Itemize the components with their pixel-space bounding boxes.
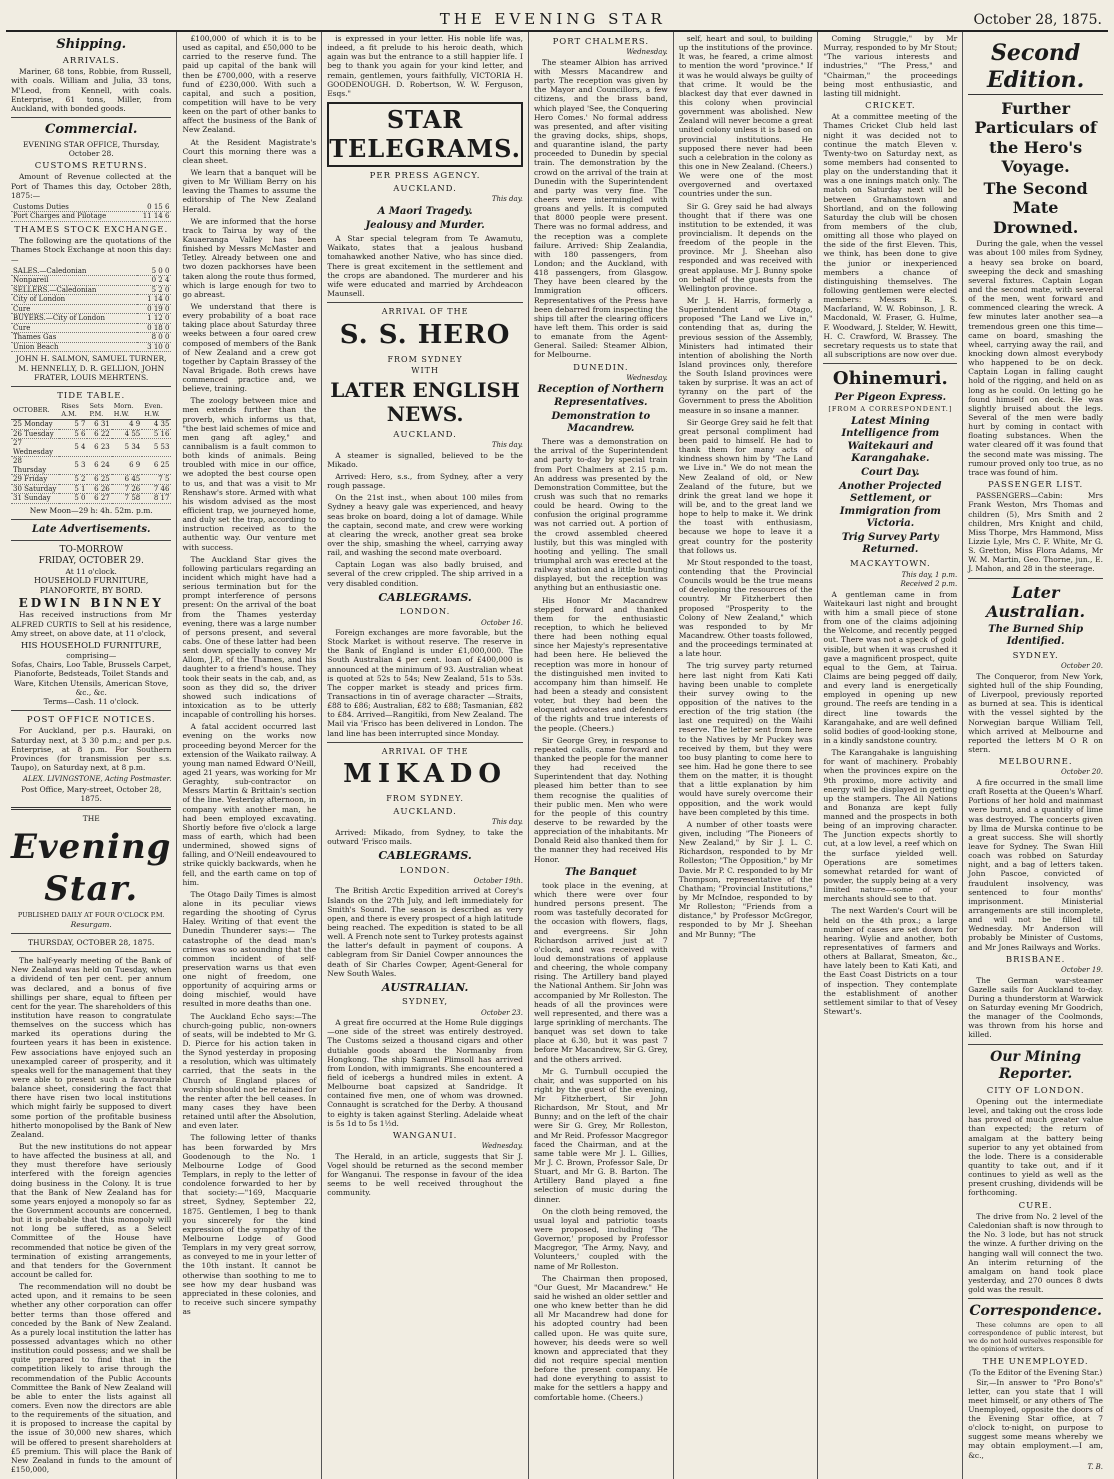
shipping-heading: Shipping.	[56, 37, 127, 52]
correspondence-heading: Correspondence.	[969, 1303, 1102, 1320]
po-text: For Auckland, per p.s. Hauraki, on Saturday next, at 3 30 p.m.; and per p.s. Enterprise, at 8 p.m. For Southern Provinces (for transmission per s.s. Taupo), on Saturday next, at 8 p.m.	[11, 726, 172, 772]
mining-intel-heading: Latest Mining Intelligence from Waitekauri and Karangahake.	[841, 416, 940, 464]
column-3: is expressed in your letter. His noble life was, indeed, a fit prelude to his heroic death, which again was but the entrance to a still happier life. I beg to thank you again for your kind letter, and remain, gentlemen, yours faithfully, VICTORIA H. GOODENOUGH. D. Robertson, W. W. Ferguson, Esqs." STAR TELEGRAMS. PER PRESS AGENCY. AUCKLAND. This day. A Maori Tragedy. Jealousy and Murder. A Star special telegram from Te Awamutu, Waikato, states that a jealous husband tomahawked another Native, who has since died. There is great excitement in the settlement and the crops are abandoned. The murderer and his wife were educated and married by Archdeacon Maunsell. ARRIVAL OF THE S. S. HERO FROM SYDNEY WITH LATER ENGLISH NEWS. AUCKLAND. This day. A steamer is signalled, believed to be the Mikado. Arrived: Hero, s.s., from Sydney, after a very rough passage. On the 21st inst., when about 100 miles from Sydney a heavy gale was experienced, and heavy seas broke on board, doing a lot of damage. While the captain, second mate, and crew were working at clearing the wreck, another great sea broke over the ship, smashing the wheel, carrying away rail, and washing the second mate overboard. Captain Logan was also badly bruised, and several of the crew crippled. The ship arrived in a very disabled condition. CABLEGRAMS. LONDON. October 16. Foreign exchanges are more favorable, but the Stock Market is without reserve. The reserve in the Bank of England is under £1,000,000. The South Australian 4 per cent. loan of £400,000 is announced at the minimum of 93. Australian wheat is quoted at 52s to 54s; New Zealand, 51s to 53s. The copper market is steady and prices firm. Transactions in tin of average character —Straits, £88 to £86; Australian, £82 to £88; Tasmanian, £82 to £84. Arrived—Rangitiki, from New Zealand. The Mail via 'Frisco has been delivered in London. The land line has been interrupted since Monday. ARRIVAL OF THE MIKADO FROM SYDNEY. AUCKLAND. This day. Arrived: Mikado, from Sydney, to take the outward 'Frisco mails. CABLEGRAMS. LONDON. October 19th. The British Arctic Expedition arrived at Corey's Islands on the 27th July, and left immediately for Smith's Sound. The season is described as very open, and there is every prospect of a high latitude being reached. The expedition is stated to be all well. A French note sent to Turkey protests against the latter's default in payment of coupons. A cablegram from Sir Daniel Cowper announces the death of Sir Charles Cowper, Agent-General for New South Wales. AUSTRALIAN. SYDNEY, October 23. A great fire occurred at the Home Rule diggings—one side of the street was entirely destroyed. The Customs seized a thousand cigars and other dutiable goods aboard the Normanby from Hongkong. The ship Samuel Plimsoll has arrived from London, with immigrants. She encountered a field of icebergs a hundred miles in extent. A Melbourne boat capsized at Sandridge. It contained five men, one of whom was drowned. Connaught is scratched for the Derby. A thousand to eighty is taken against Sterling. Adelaide wheat is 5s 1d to 5s 1½d. WANGANUI. Wednesday. The Herald, in an article, suggests that Sir J. Vogel should be returned as the second member for Wanganui. The response in favour of the idea seems to be well received throughout the community.	[322, 32, 529, 1479]
arrivals-text: Mariner, 68 tons, Robbie, from Russell, with coals. William and Julia, 33 tons, M'Leod, from Kennell, with coals. Enterprise, 61 tons, Miller, from Auckland, with bonded goods.	[11, 67, 172, 113]
news-paragraph: During the gale, when the vessel was about 100 miles from Sydney, a heavy sea broke on board, sweeping the deck and smashing several fixtures. Captain Logan and the second mate, with several of the men, went forward and commenced clearing the wreck. A few minutes later another sea—a tremendous green one this time—came on board, smashing the wheel, carrying away the rail, and knocking down almost everybody who happened to be on deck. Captain Logan in falling caught hold of the rigging, and held on as long as he could. On letting go he found himself on deck. He was slightly bruised about the legs. Several of the men were badly hurt by coming in contact with floating substances. When the water cleared off it was found that the second mate was missing. The rumour proved only too true, as no trace was found of him.	[968, 239, 1103, 477]
news-paragraph: Mr Stout responded to the toast, contending that the Provincial Councils would be the true means of developing the resources of the country. Mr Fitzherbert then proposed "Prosperity to the Colony of New Zealand," which was responded to by Mr Macandrew. Other toasts followed, and the proceedings terminated at a late hour.	[678, 557, 813, 659]
table-row: Customs Duties 0 15 6	[13, 202, 170, 211]
news-paragraph: Sir George Grey, in response to repeated calls, came forward and thanked the people for the manner they had received the Superintendent that day. Nothing pleased him better than to see them recognise the qualities of their public men. Men who were for the people of this country deserve to be rewarded by the appreciation of the inhabitants. Mr Donald Reid also thanked them for the manner they had received His Honor.	[533, 735, 668, 864]
news-paragraph: A gentleman came in from Waitekauri last night and brought with him a small piece of stone from one of the claims adjoining the Welcome, and recently pegged out. There was not a speck of gold visible, but when it was crushed it gave a magnificent prospect, quite equal to the Gem, at Tairua. Claims are being pegged off daily, and every land is energetically employed in opening up new ground. The reefs are tending in a direct line towards the Karangahake, and are well defined solid bodies of good-looking stone, in a kindly sandstone country.	[823, 589, 958, 745]
place-heading: AUCKLAND.	[393, 183, 457, 194]
demonstration-heading: Demonstration to Macandrew.	[551, 410, 651, 434]
news-paragraph: On the 21st inst., when about 100 miles from Sydney a heavy gale was experienced, and heavy seas broke on board, doing a lot of damage. While the captain, second mate, and crew were working at clearing the wreck, another great sea broke over the ship, smashing the wheel, carrying away rail, and washing the second mate overboard.	[327, 493, 523, 558]
table-row: SALES.—Caledonian 5 0 0	[13, 266, 170, 275]
settlement-heading: Another Projected Settlement, or Immigration from Victoria.	[839, 481, 942, 529]
table-row: 31 Sunday 5 0 6 27 7 58 8 17	[13, 494, 170, 503]
news-paragraph: Arrived: Mikado, from Sydney, to take the outward 'Frisco mails.	[327, 827, 523, 846]
news-paragraph: Foreign exchanges are more favorable, but the Stock Market is without reserve. The reserve in the Bank of England is under £1,000,000. The South Australian 4 per cent. loan of £400,000 is announced at the minimum of 93. Australian wheat is quoted at 52s to 54s; New Zealand, 51s to 53s. The copper market is steady and prices firm. Transactions in tin of average character —Straits, £88 to £86; Australian, £82 to £88; Tasmanian, £82 to £84. Arrived—Rangitiki, from New Zealand. The Mail via 'Frisco has been delivered in London. The land line has been interrupted since Monday.	[327, 628, 523, 738]
furniture-heading: HOUSEHOLD FURNITURE, PIANOFORTE, BY BORD.	[34, 576, 149, 596]
news-paragraph: A great fire occurred at the Home Rule diggings—one side of the street was entirely destroyed. The Customs seized a thousand cigars and other dutiable goods aboard the Normanby from Hongkong. The ship Samuel Plimsoll has arrived from London, with immigrants. She encountered a field of icebergs a hundred miles in extent. A Melbourne boat capsized at Sandridge. It contained five men, one of whom was drowned. Connaught is scratched for the Derby. A thousand to eighty is taken against Sterling. Adelaide wheat is 5s 1d to 5s 1½d.	[327, 1018, 523, 1128]
news-paragraph: The Auckland Echo says:—The church-going public, non-owners of seats, will be indebted to Mr G. D. Pierce for his action taken in the Synod yesterday in proposing a resolution, which was ultimately carried, that the seats in the Church of England places of worship should not be retained for the renter after the bell ceases. In many cases they have been retained until after the Absolution, and even later.	[182, 1011, 317, 1131]
news-paragraph: A steamer is signalled, believed to be the Mikado.	[327, 450, 523, 469]
news-paragraph: The drive from No. 2 level of the Caledonian shaft is now through to the No. 3 lode, but has not struck the winze. A further driving on the hanging wall will connect the two. An interim returning of the amalgam on hand took place yesterday, and 270 ounces 8 dwts gold was the result.	[968, 1211, 1103, 1295]
news-paragraph: £100,000 of which it is to be used as capital, and £50,000 to be carried to the reserve fund. The paid up capital of the bank will then be £700,000, with a reserve fund of £230,000. With such a capital, and such a position, competition will have to be very keen on the part of other banks to affect the business of the Bank of New Zealand.	[182, 34, 317, 135]
news-paragraph: On the cloth being removed, the usual loyal and patriotic toasts were proposed, including 'The Governor,' proposed by Professor Macgregor, 'The Army, Navy, and Volunteers,' coupled with the name of Mr Rolleston.	[533, 1206, 668, 1271]
passenger-heading: PASSENGER LIST.	[987, 479, 1084, 490]
table-row: 25 Monday 5 7 6 31 4 9 4 35	[13, 420, 170, 429]
australian-heading: AUSTRALIAN.	[381, 980, 469, 994]
news-paragraph: The Otago Daily Times is almost alone in its peculiar views regarding the shooting of Cyrus Haley. Writing of that event the Dunedin Thunderer says:— The catastrophe of the dead man's crimes was so astounding that the common incident of self-preservation warns us that even one night of freedom, one opportunity of acquiring arms or doing mischief, would have resulted in more deaths than one.	[182, 889, 317, 1009]
trig-heading: Trig Survey Party Returned.	[841, 531, 939, 556]
news-paragraph: Captain Logan was also badly bruised, and several of the crew crippled. The ship arrived in a very disabled condition.	[327, 560, 523, 588]
maori-tragedy-heading: A Maori Tragedy.	[377, 205, 473, 217]
news-paragraph: A fatal accident occurred last evening on the works now proceeding beyond Mercer for the extension of the Waikato railway. A young man named Edward O'Neill, aged 21 years, was working for Mr Geraghty, sub-contractor on Messrs Martin & Brittain's section of the line. Yesterday afternoon, in company with another man, he had been employed excavating. Shortly before five o'clock a large mass of earth, which had been undermined, showed signs of falling, and O'Neill endeavoured to strike quickly backwards, when he fell, and the earth came on top of him.	[182, 722, 317, 887]
court-day-heading: Court Day.	[861, 466, 920, 478]
issue-date: October 28, 1875.	[973, 12, 1102, 28]
banquet-heading: The Banquet	[564, 866, 637, 878]
po-heading: POST OFFICE NOTICES.	[26, 715, 156, 726]
his-furniture: HIS HOUSEHOLD FURNITURE,	[20, 640, 162, 651]
paper-title: THE EVENING STAR	[439, 10, 666, 28]
friday-label: FRIDAY, OCTOBER 29.	[38, 556, 144, 567]
table-row: Cure 0 19 0	[13, 304, 170, 313]
news-paragraph: At the Resident Magistrate's Court this morning there was a clean sheet.	[182, 137, 317, 165]
news-paragraph: The zoology between mice and men extends further than the proverb, which informs us that, "the best laid schemes of mice and men gang aft agley," and cannibalism is a fault common to both kinds of animals. Being troubled with mice in our office, we adopted the best course open to us, and that was a visit to Mr Renshaw's store. Armed with what his wisdom advised as the most efficient trap, we journeyed home, and duly set the trap, according to instruction received as to the authentic way. Our venture met with success.	[182, 396, 317, 552]
news-paragraph: Mr J. H. Harris, formerly a Superintendent of Otago, proposed "The Land we Live in," contending that as, during the previous session of the Assembly, Ministers had intimated their intention of abolishing the North Island provinces only, therefore the South Island provinces were taken by surprise. It was an act of tyranny on the part of the Government to press the Abolition measure in so insane a manner.	[678, 295, 813, 415]
news-paragraph: We learn that a banquet will be given to Mr William Berry on his leaving the Thames to assume the editorship of The New Zealand Herald.	[182, 167, 317, 214]
published-note: PUBLISHED DAILY AT FOUR O'CLOCK P.M.	[17, 910, 165, 919]
news-paragraph: Mr G. Turnbull occupied the chair, and was supported on his right by the guest of the evening, Mr Fitzherbert, Sir John Richardson, Mr Stout, and Mr Bunny; and on the left of the chair were Sir G. Grey, Mr Rolleston, and Mr Reid. Professor Macgregor faced the Chairman, and at the same table were Mr J. L. Gillies, Mr J. C. Brown, Professor Sale, Dr Stuart, and Mr G. B. Barton. The Artillery Band played a fine selection of music during the dinner.	[533, 1066, 668, 1204]
later-australian-heading: Later Australian.	[986, 582, 1086, 622]
news-paragraph: A Star special telegram from Te Awamutu, Waikato, states that a jealous husband tomahawked another Native, who has since died. There is great excitement in the settlement and the crops are abandoned. The murderer and his wife were educated and married by Archdeacon Maunsell.	[327, 234, 523, 298]
table-row: 30 Saturday 5 1 6 26 7 26 7 46	[13, 484, 170, 493]
news-paragraph: took place in the evening, at which there were over four hundred persons present. The room was tastefully decorated for the occasion with flowers, flags, and evergreens. Sir John Richardson arrived just at 7 o'clock, and was received with loud demonstrations of applause and cheering, the whole company rising. The Artillery band played the National Anthem. Sir John was accompanied by Mr Rolleston. The heads of all the provinces were well represented, and there was a large sprinkling of merchants. The banquet was set down to take place at 6.30, but it was past 7 before Mr Macandrew, Sir G. Grey, and the others arrived.	[533, 880, 668, 1064]
news-paragraph: The trig survey party returned here last night from Kati Kati having been unable to complete their survey owing to the opposition of the natives to the erection of the trig station (the last one required) on the Waihi reserve. The letter sent from here to the Natives by Mr Puckey was received by them, but they were too busy planting to come here to see him. Had he gone there to see them on the matter, it is thought that a little explanation by him would have surely overcome their opposition, and the work would have been completed by this time.	[678, 661, 813, 817]
column-5	[674, 32, 819, 1479]
auctioneer-name: EDWIN BINNEY	[18, 595, 164, 610]
news-paragraph: The Herald, in an article, suggests that Sir J. Vogel should be returned as the second member for Wanganui. The response in favour of the idea seems to be well received throughout the community.	[327, 1151, 523, 1198]
news-paragraph: There was a demonstration on the arrival of the Superintendent and party to-day by special train from Port Chalmers at 2.15 p.m. An address was presented by the Demonstration Committee, but the crush was such that no remarks could be heard. Owing to the confusion the original programme was not carried out. A portion of the crowd assembled cheered lustily, but this was mingled with hooting and yelling. The small triumphal arch was erected at the railway station and a little bunting displayed, but the reception was anything but an enthusiastic one.	[533, 437, 668, 593]
ohinemuri-heading: Ohinemuri.	[832, 368, 948, 390]
news-paragraph: Opening out the intermediate level, and taking out the cross lode has proved of much greater value than expected; the return of amalgam at the battery being superior to any yet obtained from the lode. There is a considerable quantity to take out, and if it continues to yield as well as the present crushing, dividends will be forthcoming.	[968, 1097, 1103, 1198]
table-row: 27 Wednesday 5 4 6 23 5 34 5 53	[13, 439, 170, 456]
column-4: PORT CHALMERS. Wednesday. The steamer Albion has arrived with Messrs Macandrew and party. The reception was given by the Mayor and Councillors, a few citizens, and the brass band, which played 'See, the Conquering Hero Comes.' No formal address was presented, and after visiting the graving docks, ships, shops, and quarantine island, the party proceeded to Dunedin by special train. The demonstration by the crowd on the arrival of the train at Dunedin with the Superintendent and party was very fine. The cheers were intermingled with groans and yells. It is computed that 8000 people were present. There was no formal address, and the reception was a complete failure. Arrived: Ship Zealandia, with 180 passengers, from London; and the Auckland, with 418 passengers, from Glasgow. They have been cleared by the Immigration officers. Representatives of the Press have been debarred from inspecting the ships till after the clearing officers have left them. This order is said to emanate from the Agent-General. Sailed: Steamer Albion, for Melbourne. DUNEDIN. Wednesday. Reception of Northern Representatives. Demonstration to Macandrew. There was a demonstration on the arrival of the Superintendent and party to-day by special train from Port Chalmers at 2.15 p.m. An address was presented by the Demonstration Committee, but the crush was such that no remarks could be heard. Owing to the confusion the original programme was not carried out. A portion of the crowd assembled cheered lustily, but this was mingled with hooting and yelling. The small triumphal arch was erected at the railway station and a little bunting displayed, but the reception was anything but an enthusiastic one. His Honor Mr Macandrew stepped forward and thanked them for the enthusiastic reception, to which he believed there had been nothing equal since her Majesty's representative had been here. He believed the reception was more in honour of the distinguished men invited to accompany him than himself. He had been a steady and consistent voter, but they had been the eloquent advocates and defenders of the rights and true interests of the people. (Cheers.) Sir George Grey, in response to repeated calls, came forward and thanked the people for the manner they had received the Superintendent that day. Nothing pleased him better than to see them recognise the qualities of their public men. Men who were for the people of this country deserve to be rewarded by the appreciation of the inhabitants. Mr Donald Reid also thanked them for the manner they had received His Honor. The Banquet took place in the evening, at which there were over four hundred persons present. The room was tastefully decorated for the occasion with flowers, flags, and evergreens. Sir John Richardson arrived just at 7 o'clock, and was received with loud demonstrations of applause and cheering, the whole company rising. The Artillery band played the National Anthem. Sir John was accompanied by Mr Rolleston. The heads of all the provinces were well represented, and there was a large sprinkling of merchants. The banquet was set down to take place at 6.30, but it was past 7 before Mr Macandrew, Sir G. Grey, and the others arrived. Mr G. Turnbull occupied the chair, and was supported on his right by the guest of the evening, Mr Fitzherbert, Sir John Richardson, Mr Stout, and Mr Bunny; and on the left of the chair were Sir G. Grey, Mr Rolleston, and Mr Reid. Professor Macgregor faced the Chairman, and at the same table were Mr J. L. Gillies, Mr J. C. Brown, Professor Sale, Dr Stuart, and Mr G. B. Barton. The Artillery Band played a fine selection of music during the dinner. On the cloth being removed, the usual loyal and patriotic toasts were proposed, including 'The Governor,' proposed by Professor Macgregor, 'The Army, Navy, and Volunteers,' coupled with the name of Mr Rolleston. The Chairman then proposed, "Our Guest, Mr Macandrew." He said he wished an older settler and one who knew better than he did all Mr Macandrew had done for his adopted country had been called upon. He was quite sure, however, his deeds were so well known and appreciated that they did not require special mention before the present company. He had done everything to assist to make for the settlers a happy and comfortable home. (Cheers.)	[529, 32, 674, 1479]
table-row: Nonpareil 0 2 4	[13, 276, 170, 285]
burned-ship-heading: The Burned Ship Identified.	[988, 623, 1084, 647]
commercial-heading: Commercial.	[45, 121, 138, 137]
news-paragraph: A fire occurred in the small lime craft Rosetta at the Queen's Wharf. Portions of her hold and mainmast were burnt, and a quantity of lime was destroyed. The concerts given by Ilma de Murska continue to be a great success. She will shortly leave for Sydney. The Swan Hill coach was robbed on Saturday night, and a bag of letters taken. John Pascoe, convicted of fraudulent insolvency, was sentenced to four months' imprisonment. Ministerial arrangements are still incomplete, and will not be filled till Wednesday. Mr Anderson will probably be Minister of Customs, and Mr Jones Railways and Works.	[968, 778, 1104, 952]
news-paragraph: The Chairman then proposed, "Our Guest, Mr Macandrew." He said he wished an older settler and one who knew better than he did all Mr Macandrew had done for his adopted country had been called upon. He was quite sure, however, his deeds were so well known and appreciated that they did not require special mention before the present company. He had done everything to assist to make for the settlers a happy and comfortable home. (Cheers.)	[533, 1273, 668, 1402]
cablegrams-heading: CABLEGRAMS.	[378, 590, 472, 604]
news-paragraph: self, heart and soul, to building up the institutions of the province. It was, he feared, a crime almost to mention the word "province." If it was he would always be guilty of that crime. It would be the blackest day that ever dawned in this colony when provincial government was abolished. New Zealand will never become a great united colony unless it is based on provincial institutions. He supposed there never had been such a celebration in the colony as this one in New Zealand. (Cheers.) We were one of the most overgoverned and overtaxed countries under the sun.	[678, 34, 813, 199]
pigeon-heading: Per Pigeon Express.	[834, 392, 947, 404]
leader-paragraph: The half-yearly meeting of the Bank of New Zealand was held on Tuesday, when a dividend of ten per cent. per annum was declared, and a bonus of five shillings per share, equal to fifteen per cent for the year. The shareholders of this institution have reason to congratulate themselves on the success which has marked its operations during the fourteen years it has been in existence. Few associations have enjoyed such an unexampled career of prosperity, and it speaks well for the management that they were able to present such a favourable balance sheet, considering the fact that there have risen two local institutions which might fairly be supposed to divert some portion of the profitable business hitherto monopolised by the Bank of New Zealand.	[11, 956, 172, 1139]
tide-heading: TIDE TABLE.	[57, 390, 126, 401]
news-paragraph: The following letter of thanks has been forwarded by Mrs Goodenough to the No. 1 Melbourne Lodge of Good Templars, in reply to the letter of condolence forwarded to her by that society:—"169, Macquarie street, Sydney, September 22, 1875. Gentlemen, I beg to thank you sincerely for the kind expression of the sympathy of the Melbourne Lodge of Good Templars in my very great sorrow, as conveyed to me in your letter of the 10th instant. It cannot be otherwise than soothing to me to see how my dear husband was appreciated in these colonies, and to receive such sincere sympathy as	[182, 1133, 317, 1317]
news-paragraph: A number of other toasts were given, including "The Pioneers of New Zealand," by Sir J. L. C. Richardson, responded to by Mr Rolleston; "The Opposition," by Mr Davie. Mr P. C. responded to by Mr Thompson, representative of the Chatham; "Provincial Institutions," by Mr McIndoe, responded to by Mr Rolleston; "Friends from a distance," by Professor McGregor, responded to by Mr J. Sheehan and Mr Bunny; "The	[678, 819, 813, 939]
news-paragraph: The next Warden's Court will be held on the 4th prox.; a large number of cases are set down for hearing. Wylie and another, both representatives of farmers and others at Ballarat, Smeaton, &c., have lately been to Kati Kati, and the East Coast Districts on a tour of inspection. They contemplate the establishment of another settlement similar to that of Vesey Stewart's.	[823, 906, 958, 1017]
table-row: 26 Tuesday 5 6 6 22 4 55 5 16	[13, 429, 170, 438]
signature: T. B.	[1087, 1462, 1103, 1471]
news-paragraph: The Auckland Star gives the following particulars regarding an incident which might have had a serious termination but for the prompt interference of persons present: On the arrival of the boat from the Thames yesterday evening, there was a large number of persons present, and several cabs. One of these latter had been sent down specially to convey Mr Allom, J.P., of the Thames, and his daughter to a friend's house. They took their seats in the cab, and, as soon as they did so, the driver showed such indications of intoxication as to be utterly incapable of controlling his horses.	[182, 554, 317, 720]
second-mate-heading: The Second Mate Drowned.	[983, 178, 1088, 237]
reception-heading: Reception of Northern Representatives.	[537, 384, 664, 408]
table-row: Union Beach 3 10 0	[13, 342, 170, 351]
news-paragraph: The British Arctic Expedition arrived at Corey's Islands on the 27th July, and left immediately for Smith's Sound. The season is described as very open, and there is every prospect of a high latitude being reached. The expedition is stated to be all well. A French note sent to Turkey protests against the latter's default in payment of coupons. A cablegram from Sir Daniel Cowper announces the death of Sir Charles Cowper, Agent-General for New South Wales.	[327, 886, 523, 978]
table-row: 28 Thursday 5 3 6 24 6 9 6 25	[13, 457, 170, 474]
later-english-heading: LATER ENGLISH NEWS.	[330, 378, 520, 427]
edwin-text: Has received instructions from Mr ALFRED CURTIS to Sell at his residence, Amy street, on above date, at 11 o'clock,	[11, 610, 172, 638]
news-paragraph: The German war-steamer Gazelle sails for Auckland to-day. During a thunderstorm at Warwick on Saturday evening Mr Goodrich, the manager of the Coolmonds, was thrown from his horse and killed.	[968, 975, 1103, 1040]
po-signed: ALEX. LIVINGSTONE, Acting Postmaster.	[22, 775, 172, 784]
cricket-heading: CRICKET.	[865, 100, 916, 111]
news-paragraph: The Karangahake is languishing for want of machinery. Probably when the provinces expire on the 9th proximo, more activity and energy will be displayed in getting up the stampers. The All Nations and Bonanza are kept fully manned and the prospects in both being of an improving character. The Junction expects shortly to cut, at a low level, a reef which on the surface yielded well. Operations are sometimes somewhat retarded for want of powder, the supply being at a very limited nature—some of your merchants should see to that.	[823, 748, 958, 904]
table-row: Port Charges and Pilotage 11 14 6	[13, 212, 170, 221]
table-row: Cure 0 18 0	[13, 323, 170, 332]
jealousy-heading: Jealousy and Murder.	[365, 219, 485, 231]
star-telegrams-heading: STAR TELEGRAMS.	[327, 102, 523, 167]
columns	[6, 32, 1108, 1474]
late-ads-heading: Late Advertisements.	[31, 524, 151, 536]
news-paragraph: At a committee meeting of the Thames Cricket Club held last night it was decided not to continue the match Eleven v. Twenty-two on Saturday next, as some members had consented to play on the understanding that it was a one innings match only. The match on Saturday next will be between Grahamstown and Shortland, and on the following Saturday the club will be chosen from members of the club, omitting all those who played on the side of the first Eleven. This, we think, has been done to give the junior or inexperienced members a chance of distinguishing themselves. The following gentlemen were elected members: Messrs R. S. Macfarland, W. W. Robinson, J. R. Macdonald, W. Fraser, G. Hulme, F. Woodward, J. Stelder, W. Hewitt, H. C. Crawford, W. Brassey. The secretary requests us to state that all subscriptions are now over due.	[823, 112, 958, 359]
news-paragraph: The Conqueror, from New York, sighted hull of the ship Founding, of Liverpool, previously reported as burned at sea. This is identical with the vessel sighted by the Norwegian barque William Tell, which arrived at Melbourne and reported the letters M O R on stern.	[968, 671, 1103, 754]
masthead	[6, 6, 1108, 32]
comprising: comprising—	[66, 651, 117, 661]
news-paragraph: PASSENGERS—Cabin: Mrs Frank Weston, Mrs Thomas and children (5), Mrs Smith and 2 children, Mrs Knight and child, Miss Thorpe, Mrs Hammond, Miss Lizzie Lyle, Mrs C. F. White, Mr G. S. Gretton, Miss Flora Adams, Mr W. M. Martin, Geo. Thorne, jun., E. J. Mahon, and 28 in the steerage.	[968, 491, 1103, 574]
table-row: City of London 1 14 0	[13, 295, 170, 304]
arrivals-heading: ARRIVALS.	[62, 55, 120, 66]
stock-heading: THAMES STOCK EXCHANGE.	[14, 224, 169, 235]
mining-reporter-heading: Our Mining Reporter.	[990, 1048, 1082, 1082]
stock-intro: The following are the quotations of the Thames Stock Exchange at noon this day:—	[11, 236, 172, 264]
at-time: At 11 o'clock.	[65, 567, 117, 577]
unemployed-heading: THE UNEMPLOYED.	[982, 1357, 1089, 1367]
customs-heading: CUSTOMS RETURNS.	[34, 161, 148, 172]
stock-names: JOHN H. SALMON, SAMUEL TURNER, M. HENNELLY, D. R. GELLION, JOHN FRATER, LOUIS MEHRTENS.	[15, 354, 167, 382]
press-agency: PER PRESS AGENCY.	[369, 170, 481, 181]
news-paragraph: We understand that there is every probability of a boat race taking place about Saturday three weeks between a four oared crew composed of members of the Bank of New Zealand and a crew got together by Captain Brassey of the Naval Brigade. Both crews have commenced practice and, we believe, training.	[182, 301, 317, 394]
motto: Resurgam.	[70, 919, 112, 929]
news-paragraph: Coming Struggle," by Mr Murray, responded to by Mr Stout; "The various interests and industries," "The Press," and "Chairman," the proceedings being most enthusiastic, and lasting till midnight.	[823, 34, 958, 98]
ss-hero-heading: S. S. HERO	[339, 319, 511, 350]
news-paragraph: We are informed that the horse track to Tairua by way of the Kauaeranga Valley has been finished by Messrs McMaster and Tetley. Already between one and two dozen packhorses have been taken along the route thus formed, which is large enough for two to go abreast.	[182, 216, 317, 299]
news-paragraph: His Honor Mr Macandrew stepped forward and thanked them for the enthusiastic reception, to which he believed there had been nothing equal since her Majesty's representative had been here. He believed the reception was more in honour of the distinguished men invited to accompany him than himself. He had been a steady and consistent voter, but they had been the eloquent advocates and defenders of the rights and true interests of the people. (Cheers.)	[533, 595, 668, 733]
cablegrams-heading: CABLEGRAMS.	[378, 849, 472, 863]
paper-name: Evening Star.	[11, 827, 172, 909]
po-dated: Post Office, Mary-street, October 28, 1875.	[21, 784, 162, 803]
column-1	[6, 32, 177, 1479]
column-7: Second Edition. Further Particulars of the Hero's Voyage. The Second Mate Drowned. During the gale, when the vessel was about 100 miles from Sydney, a heavy sea broke on board, sweeping the deck and smashing several fixtures. Captain Logan and the second mate, with several of the men, went forward and commenced clearing the wreck. A few minutes later another sea—a tremendous green one this time—came on board, smashing the wheel, carrying away the rail, and knocking down almost everybody who happened to be on deck. Captain Logan in falling caught hold of the rigging, and held on as long as he could. On letting go he found himself on deck. He was slightly bruised about the legs. Several of the men were badly hurt by coming in contact with floating substances. When the water cleared off it was found that the second mate was missing. The rumour proved only too true, as no trace was found of him. PASSENGER LIST. PASSENGERS—Cabin: Mrs Frank Weston, Mrs Thomas and children (5), Mrs Smith and 2 children, Mrs Knight and child, Miss Thorpe, Mrs Hammond, Miss Lizzie Lyle, Mrs C. F. White, Mr G. S. Gretton, Miss Flora Adams, Mr W. M. Martin, Geo. Thorne, jun., E. J. Mahon, and 28 in the steerage. Later Australian. The Burned Ship Identified. SYDNEY. October 20. The Conqueror, from New York, sighted hull of the ship Founding, of Liverpool, previously reported as burned at sea. This is identical with the vessel sighted by the Norwegian barque William Tell, which arrived at Melbourne and reported the letters M O R on stern. MELBOURNE. October 20. A fire occurred in the small lime craft Rosetta at the Queen's Wharf. Portions of her hold and mainmast were burnt, and a quantity of lime was destroyed. The concerts given by Ilma de Murska continue to be a great success. She will shortly leave for Sydney. The Swan Hill coach was robbed on Saturday night, and a bag of letters taken. John Pascoe, convicted of fraudulent insolvency, was sentenced to four months' imprisonment. Ministerial arrangements are still incomplete, and will not be filled till Wednesday. Mr Anderson will probably be Minister of Customs, and Mr Jones Railways and Works. BRISBANE. October 19. The German war-steamer Gazelle sails for Auckland to-day. During a thunderstorm at Warwick on Saturday evening Mr Goodrich, the manager of the Coolmonds, was thrown from his horse and killed. Our Mining Reporter. CITY OF LONDON. Opening out the intermediate level, and taking out the cross lode has proved of much greater value than expected; the return of amalgam at the battery being superior to any yet obtained from the lode. There is a considerable quantity to take out, and if it continues to yield as well as the present crushing, dividends will be forthcoming. CURE. The drive from No. 2 level of the Caledonian shaft is now through to the No. 3 lode, but has not struck the winze. A further driving on the hanging wall will connect the two. An interim returning of the amalgam on hand took place yesterday, and 270 ounces 8 dwts gold was the result. Correspondence. These columns are open to all correspondence of public interest, but we do not hold ourselves responsible for the opinions of writers. THE UNEMPLOYED. (To the Editor of the Evening Star.) Sir,—In answer to "Pro Bono's" letter, can you state that I will meet himself, or any others of The Unemployed, opposite the doors of the Evening Star office, at 7 o'clock to-night, on purpose to suggest some means whereby we may obtain employment.—I am, &c., T. B.	[968, 40, 1104, 1471]
news-paragraph: Arrived: Hero, s.s., from Sydney, after a very rough passage.	[327, 472, 523, 491]
news-paragraph: is expressed in your letter. His noble life was, indeed, a fit prelude to his heroic death, which again was but the entrance to a still happier life. I beg to thank you again for your kind letter, and remain, gentlemen, yours faithfully, VICTORIA H. GOODENOUGH. D. Robertson, W. W. Ferguson, Esqs."	[327, 34, 523, 98]
the-label: THE	[82, 813, 100, 823]
furniture-items: Sofas, Chairs, Loo Table, Brussels Carpet, Pianoforte, Bedsteads, Toilet Stands and Ware, Kitchen Utensils, American Stove, &c., &c.	[11, 660, 172, 697]
table-row: 29 Friday 5 2 6 25 6 45 7 5	[13, 475, 170, 484]
news-paragraph: Sir,—In answer to "Pro Bono's" letter, can you state that I will meet himself, or any others of The Unemployed, opposite the doors of the Evening Star office, at 7 o'clock to-night, on purpose to suggest some means whereby we may obtain employment.—I am, &c.,	[968, 1377, 1103, 1460]
moon-note: New Moon—29 h: 4h. 52m. p.m.	[29, 505, 153, 515]
stock-table	[11, 267, 171, 353]
commercial-dateline: EVENING STAR OFFICE, Thursday, October 28.	[22, 139, 160, 158]
column-2	[177, 32, 322, 1479]
news-paragraph: Sir George Grey said he felt that great personal compliment had been paid to himself. He had to thank them for many acts of kindness shown him by "The Land we Live in." We do not mean the New Zealand of old, or New Zealand of the future, but we drink the great land we hope it will be, and to the great land we hope to help to make it. We drink the toast with enthusiasm, because we hope to leave it a great country for the posterity that follows us.	[678, 417, 813, 555]
leader-paragraph: The recommendation will no doubt be acted upon, and it remains to be seen whether any other corporation can offer better terms than those offered and conceded by the Bank of New Zealand. As a purely local institution the latter has possessed advantages which no other institution could possess; and we shall be quite prepared to find that in the competition likely to arise through the recommendation of the Public Accounts Committee the Bank of New Zealand will be able to enter the lists against all comers. Even now the directors are able to the requirements of the situation, and it is proposed to increase the capital by the issue of 30,000 new shares, which will be offered to present shareholders at £5 premium. This will place the Bank of New Zealand in funds to the amount of £150,000,	[11, 1282, 172, 1474]
terms: Terms—Cash. 11 o'clock.	[43, 696, 139, 706]
customs-intro: Amount of Revenue collected at the Port of Thames this day, October 28th, 1875:—	[11, 172, 172, 200]
further-particulars-heading: Further Particulars of the Hero's Voyage.	[974, 98, 1097, 177]
mikado-heading: MIKADO	[343, 759, 507, 790]
tomorrow-label: TO-MORROW	[59, 545, 123, 556]
table-row: BUYERS.—City of London 1 12 0	[13, 314, 170, 323]
tide-table: OCTOBER. Rises A.M. Sets P.M. Morn. H.W. Even. H.W. 25 Monday 5 7 6 31 4 9 4 35 26 Tuesday 5 6 6 22 4 55 5 16 27 Wednesday 5 4 6 23 5 34 5 53 28 Thursday 5 3 6 24 6 9 6 25 29 Friday 5 2 6 25 6 45 7 5 30 Saturday 5 1 6 26 7 26 7 46 31 Sunday 5 0 6 27 7 58 8 17	[13, 402, 170, 503]
table-row: SELLERS.—Caledonian 5 2 0	[13, 285, 170, 294]
news-paragraph: Sir G. Grey said he had always thought that if there was one institution to be extended, it was provincialism. It depends on the freedom of the people in the province. Mr J. Sheehan also responded and was received with great applause. Mr J. Bunny spoke on behalf of the guests from the Wellington province.	[678, 201, 813, 293]
second-edition-heading: Second Edition.	[968, 40, 1103, 95]
table-row: Thames Gas 8 0 0	[13, 333, 170, 342]
column-6: Coming Struggle," by Mr Murray, responded to by Mr Stout; "The various interests and industries," "The Press," and "Chairman," the proceedings being most enthusiastic, and lasting till midnight. CRICKET. At a committee meeting of the Thames Cricket Club held last night it was decided not to continue the match Eleven v. Twenty-two on Saturday next, as some members had consented to play on the understanding that it was a one innings match only. The match on Saturday next will be between Grahamstown and Shortland, and on the following Saturday the club will be chosen from members of the club, omitting all those who played on the side of the first Eleven. This, we think, has been done to give the junior or inexperienced members a chance of distinguishing themselves. The following gentlemen were elected members: Messrs R. S. Macfarland, W. W. Robinson, J. R. Macdonald, W. Fraser, G. Hulme, F. Woodward, J. Stelder, W. Hewitt, H. C. Crawford, W. Brassey. The secretary requests us to state that all subscriptions are now over due. Ohinemuri. Per Pigeon Express. [FROM A CORRESPONDENT.] Latest Mining Intelligence from Waitekauri and Karangahake. Court Day. Another Projected Settlement, or Immigration from Victoria. Trig Survey Party Returned. MACKAYTOWN. This day, 1 p.m. Received 2 p.m. A gentleman came in from Waitekauri last night and brought with him a small piece of stone from one of the claims adjoining the Welcome, and recently pegged out. There was not a speck of gold visible, but when it was crushed it gave a magnificent prospect, quite equal to the Gem, at Tairua. Claims are being pegged off daily, and every land is energetically employed in opening up new ground. The reefs are tending in a direct line towards the Karangahake, and are well defined solid bodies of good-looking stone, in a kindly sandstone country. The Karangahake is languishing for want of machinery. Probably when the provinces expire on the 9th proximo, more activity and energy will be displayed in getting up the stampers. The All Nations and Bonanza are kept fully manned and the prospects in both being of an improving character. The Junction expects shortly to cut, at a low level, a reef which on the surface yielded well. Operations are sometimes somewhat retarded for want of powder, the supply being at a very limited nature—some of your merchants should see to that. The next Warden's Court will be held on the 4th prox.; a large number of cases are set down for hearing. Wylie and another, both representatives of farmers and others at Ballarat, Smeaton, &c., have lately been to Kati Kati, and the East Coast Districts on a tour of inspection. They contemplate the establishment of another settlement similar to that of Vesey Stewart's.	[818, 32, 963, 1479]
leader-paragraph: But the new institutions do not appear to have affected the business at all, and they must therefore have seriously interfered with the foreign agencies doing business in the Colony. It is true that the Bank of New Zealand has for some years enjoyed a monopoly so far as the Government accounts are concerned, but it is probable that this monopoly will not long be suffered, as a Select Committee of the House have recommended that notice be given of the termination of existing arrangements, and that tenders for the Government account be called for.	[11, 1142, 172, 1279]
leader-date: THURSDAY, OCTOBER 28, 1875.	[28, 938, 155, 948]
correspondence-note: These columns are open to all correspondence of public interest, but we do not hold ourselves responsible for the opinions of writers.	[968, 1321, 1103, 1354]
customs-table	[11, 203, 171, 222]
news-paragraph: The steamer Albion has arrived with Messrs Macandrew and party. The reception was given by the Mayor and Councillors, a few citizens, and the brass band, which played 'See, the Conquering Hero Comes.' No formal address was presented, and after visiting the graving docks, ships, shops, and quarantine island, the party proceeded to Dunedin by special train. The demonstration by the crowd on the arrival of the train at Dunedin with the Superintendent and party was very fine. The cheers were intermingled with groans and yells. It is computed that 8000 people were present. There was no formal address, and the reception was a complete failure. Arrived: Ship Zealandia, with 180 passengers, from London; and the Auckland, with 418 passengers, from Glasgow. They have been cleared by the Immigration officers. Representatives of the Press have been debarred from inspecting the ships till after the clearing officers have left them. This order is said to emanate from the Agent-General. Sailed: Steamer Albion, for Melbourne.	[533, 57, 668, 360]
